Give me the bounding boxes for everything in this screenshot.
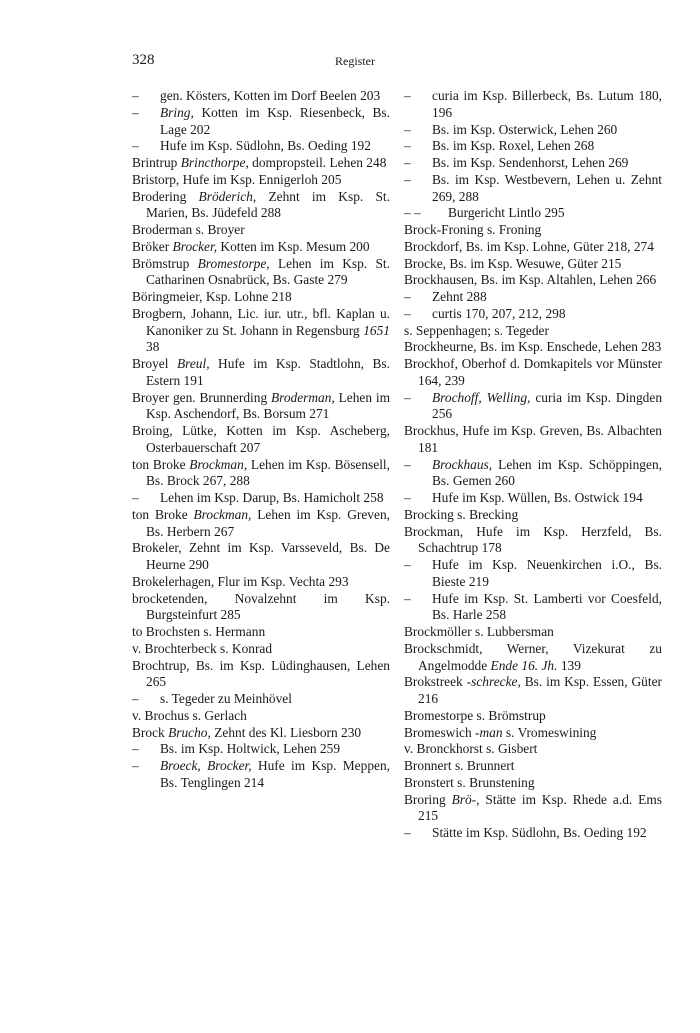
- entry-text: Brocke, Bs. im Ksp. Wesuwe, Güter 215: [404, 255, 622, 271]
- index-entry: [132, 641, 390, 658]
- entry-text: Lehen im Ksp. Bösensell, Bs. Brock 267, 288: [146, 456, 390, 489]
- entry-text: Brochtrup, Bs. im Ksp. Lüdinghausen, Lehen 265: [132, 657, 390, 690]
- index-entry: [132, 691, 390, 708]
- index-entry: [132, 725, 390, 742]
- entry-dash: –: [404, 88, 411, 103]
- index-entry: [404, 155, 662, 172]
- entry-text: Hufe im Ksp. Neuenkirchen i.O., Bs. Bieste 219: [432, 557, 662, 589]
- entry-text: Stätte im Ksp. Rhede a.d. Ems 215: [418, 791, 662, 824]
- entry-text: Bristorp, Hufe im Ksp. Ennigerloh 205: [132, 171, 342, 187]
- entry-italic-text: Bromestorpe,: [197, 255, 270, 271]
- index-entry: [404, 256, 662, 273]
- entry-text: Lehen im Ksp. Aschendorf, Bs. Borsum 271: [146, 389, 390, 422]
- entry-text: Brockdorf, Bs. im Ksp. Lohne, Güter 218, 274: [404, 238, 654, 254]
- index-entry: [132, 574, 390, 591]
- entry-dash: –: [404, 590, 411, 606]
- index-entry: [132, 138, 390, 155]
- left-column: [132, 88, 390, 792]
- entry-dash: –: [404, 456, 411, 472]
- index-entry: [404, 708, 662, 725]
- entry-italic-text: 1651: [363, 322, 390, 338]
- entry-italic-text: Brö-,: [451, 791, 480, 807]
- index-entry: [132, 741, 390, 758]
- index-entry: [404, 356, 662, 390]
- entry-text: Brokstreek: [404, 674, 467, 690]
- entry-text: Brömstrup: [132, 255, 198, 271]
- index-entry: [132, 306, 390, 356]
- right-column: [404, 88, 662, 842]
- entry-dash: –: [404, 138, 411, 154]
- entry-text: Bs. im Ksp. Essen, Güter 216: [418, 674, 662, 706]
- entry-italic-text: Brincthorpe,: [180, 155, 249, 170]
- index-entry: [404, 390, 662, 424]
- entry-text: Zehnt im Ksp. St. Marien, Bs. Jüdefeld 288: [146, 188, 390, 221]
- index-entry: [132, 155, 390, 172]
- entry-text: Lehen im Ksp. St. Catharinen Osnabrück, Bs. Gaste 279: [146, 255, 390, 288]
- index-entry: [404, 306, 662, 323]
- entry-text: Broring: [404, 791, 452, 807]
- index-entry: [404, 323, 662, 340]
- index-entry: [404, 591, 662, 625]
- entry-text: Brockhausen, Bs. im Ksp. Altahlen, Lehen 266: [404, 272, 657, 288]
- entry-text: brocketenden, Novalzehnt im Ksp. Burgsteinfurt 285: [132, 590, 390, 623]
- index-entry: [404, 205, 662, 222]
- index-entry: [404, 741, 662, 758]
- index-entry: [132, 289, 390, 306]
- index-entry: [404, 725, 662, 742]
- index-entry: [404, 825, 662, 842]
- entry-italic-text: Brocker,: [172, 238, 218, 254]
- entry-dash: –: [404, 171, 411, 187]
- index-entry: [404, 239, 662, 256]
- index-entry: [132, 189, 390, 223]
- entry-italic-text: Brucho,: [168, 724, 211, 740]
- entry-dash: –: [132, 490, 139, 505]
- index-entry: [132, 390, 390, 424]
- index-entry: [132, 88, 390, 105]
- entry-text: Broderman s. Broyer: [132, 222, 245, 237]
- entry-text: Hufe im Ksp. St. Lamberti vor Coesfeld, Bs. Harle 258: [432, 590, 662, 623]
- index-entry: [404, 758, 662, 775]
- entry-text: Bs. im Ksp. Westbevern, Lehen u. Zehnt 269, 288: [432, 171, 662, 204]
- entry-text: Lehen im Ksp. Darup, Bs. Hamicholt 258: [160, 490, 384, 505]
- page-header: [132, 52, 578, 72]
- entry-text: Brockhof, Oberhof d. Domkapitels vor Münster 164, 239: [404, 356, 662, 388]
- index-entry: [404, 339, 662, 356]
- index-entry: [404, 641, 662, 675]
- entry-italic-text: Bring,: [160, 104, 194, 120]
- entry-text: 38: [146, 339, 160, 355]
- entry-italic-text: Brochoff, Welling,: [432, 389, 531, 405]
- index-entry: [132, 591, 390, 625]
- index-entry: [132, 708, 390, 725]
- entry-dash: –: [404, 389, 411, 405]
- entry-text: Hufe im Ksp. Stadtlohn, Bs. Estern 191: [146, 356, 390, 388]
- entry-text: Bronnert s. Brunnert: [404, 758, 515, 773]
- entry-text: Bs. im Ksp. Sendenhorst, Lehen 269: [432, 155, 629, 170]
- entry-text: v. Brochterbeck s. Konrad: [132, 640, 273, 656]
- entry-text: ton Broke: [132, 456, 190, 472]
- entry-text: Stätte im Ksp. Südlohn, Bs. Oeding 192: [432, 825, 647, 840]
- entry-dash: –: [132, 104, 139, 120]
- entry-italic-text: Brockman,: [189, 456, 248, 472]
- entry-text: Brockheurne, Bs. im Ksp. Enschede, Lehen 283: [404, 339, 662, 355]
- entry-dash: –: [404, 155, 411, 170]
- index-entry: [404, 172, 662, 206]
- entry-text: Bs. im Ksp. Holtwick, Lehen 259: [160, 741, 341, 757]
- entry-text: Bröker: [132, 238, 173, 254]
- entry-text: Brocking s. Brecking: [404, 506, 519, 522]
- running-head: Register: [335, 54, 375, 68]
- entry-text: Broing, Lütke, Kotten im Ksp. Ascheberg, Osterbauerschaft 207: [132, 423, 390, 455]
- entry-dash: –: [404, 490, 411, 505]
- entry-text: Hufe im Ksp. Wüllen, Bs. Ostwick 194: [432, 490, 643, 505]
- entry-text: ton Broke: [132, 506, 194, 522]
- entry-text: Zehnt 288: [432, 289, 487, 304]
- entry-dash: –: [404, 557, 411, 572]
- index-entry: [132, 758, 390, 792]
- entry-text: Burgericht Lintlo 295: [448, 205, 565, 221]
- entry-italic-text: Broderman,: [270, 389, 335, 405]
- index-entry: [132, 356, 390, 390]
- entry-text: gen. Kösters, Kotten im Dorf Beelen 203: [160, 88, 381, 103]
- entry-italic-text: Ende 16. Jh.: [490, 657, 558, 673]
- entry-italic-text: Broeck, Brocker,: [160, 758, 252, 773]
- index-entry: [132, 457, 390, 491]
- entry-text: Bs. im Ksp. Roxel, Lehen 268: [432, 138, 595, 154]
- entry-dash: –: [404, 305, 411, 321]
- entry-text: Kotten im Ksp. Mesum 200: [217, 238, 370, 254]
- index-entry: [404, 524, 662, 558]
- entry-text: s. Vromeswining: [502, 724, 597, 740]
- entry-text: Zehnt des Kl. Liesborn 230: [210, 724, 362, 740]
- entry-text: Bs. im Ksp. Osterwick, Lehen 260: [432, 121, 618, 137]
- entry-text: Böringmeier, Ksp. Lohne 218: [132, 289, 292, 304]
- entry-italic-text: -man: [475, 724, 503, 740]
- entry-text: Lehen im Ksp. Greven, Bs. Herbern 267: [146, 506, 390, 539]
- entry-text: dompropsteil. Lehen 248: [248, 155, 387, 170]
- index-entry: [132, 172, 390, 189]
- index-entry: [132, 540, 390, 574]
- entry-dash: –: [132, 741, 139, 757]
- index-entry: [404, 775, 662, 792]
- index-entry: [404, 674, 662, 708]
- index-entry: [404, 272, 662, 289]
- index-entry: [404, 507, 662, 524]
- entry-text: curia im Ksp. Dingden 256: [432, 389, 663, 422]
- index-entry: [132, 624, 390, 641]
- entry-italic-text: Brockhaus,: [432, 456, 493, 472]
- entry-text: curia im Ksp. Billerbeck, Bs. Lutum 180, 196: [432, 88, 662, 120]
- entry-text: Broyer gen. Brunnerding: [132, 389, 271, 405]
- index-entry: [404, 138, 662, 155]
- entry-text: s. Seppenhagen; s. Tegeder: [404, 322, 549, 338]
- entry-text: Bronstert s. Brunstening: [404, 774, 535, 790]
- entry-text: Bromestorpe s. Brömstrup: [404, 707, 546, 723]
- entry-text: Brintrup: [132, 155, 181, 170]
- entry-dash: –: [404, 289, 411, 304]
- index-entry: [404, 557, 662, 591]
- page-number: 328: [132, 52, 155, 68]
- entry-text: to Brochsten s. Hermann: [132, 624, 266, 639]
- entry-text: v. Brochus s. Gerlach: [132, 707, 247, 723]
- entry-italic-text: Bröderich,: [198, 188, 257, 204]
- entry-text: Brock: [132, 724, 169, 740]
- entry-text: Kotten im Ksp. Riesenbeck, Bs. Lage 202: [160, 104, 390, 137]
- entry-text: v. Bronckhorst s. Gisbert: [404, 741, 538, 757]
- entry-text: Bromeswich: [404, 724, 476, 740]
- entry-text: Brockschmidt, Werner, Vizekurat zu Angelmodde: [404, 640, 662, 673]
- entry-dash: –: [404, 825, 411, 840]
- entry-dash: – –: [404, 205, 421, 221]
- entry-text: Brogbern, Johann, Lic. iur. utr., bfl. Kaplan u. Kanoniker zu St. Johann in Regensburg: [132, 305, 390, 338]
- entry-italic-text: Breul,: [176, 356, 210, 371]
- entry-dash: –: [132, 691, 139, 706]
- index-entry: [132, 423, 390, 457]
- index-entry: [132, 256, 390, 290]
- index-entry: [404, 457, 662, 491]
- index-entry: [404, 289, 662, 306]
- entry-text: curtis 170, 207, 212, 298: [432, 305, 566, 321]
- index-entry: [404, 122, 662, 139]
- entry-dash: –: [132, 88, 139, 103]
- index-entry: [404, 792, 662, 826]
- entry-text: Broyel: [132, 356, 177, 371]
- index-entry: [404, 490, 662, 507]
- entry-dash: –: [404, 121, 411, 137]
- index-entry: [132, 105, 390, 139]
- entry-text: Brokeler, Zehnt im Ksp. Varsseveld, Bs. De Heurne 290: [132, 540, 390, 572]
- entry-text: Hufe im Ksp. Südlohn, Bs. Oeding 192: [160, 138, 371, 154]
- entry-text: Brodering: [132, 188, 199, 204]
- entry-text: 139: [557, 657, 581, 673]
- index-entry: [404, 423, 662, 457]
- index-entry: [404, 88, 662, 122]
- entry-italic-text: -schrecke,: [466, 674, 521, 690]
- entry-text: Lehen im Ksp. Schöppingen, Bs. Gemen 260: [432, 456, 662, 489]
- index-entry: [132, 239, 390, 256]
- index-entry: [132, 222, 390, 239]
- index-entry: [404, 222, 662, 239]
- entry-text: Brock-Froning s. Froning: [404, 222, 542, 237]
- index-entry: [132, 490, 390, 507]
- entry-text: Brockmöller s. Lubbersman: [404, 624, 554, 639]
- entry-text: Brockhus, Hufe im Ksp. Greven, Bs. Albachten 181: [404, 423, 662, 455]
- entry-italic-text: Brockman,: [193, 506, 252, 522]
- entry-dash: –: [132, 758, 139, 773]
- entry-text: s. Tegeder zu Meinhövel: [160, 691, 292, 706]
- entry-text: Brockman, Hufe im Ksp. Herzfeld, Bs. Schachtrup 178: [404, 523, 662, 556]
- index-entry: [132, 658, 390, 692]
- entry-text: Brokelerhagen, Flur im Ksp. Vechta 293: [132, 573, 349, 589]
- index-entry: [132, 507, 390, 541]
- index-entry: [404, 624, 662, 641]
- entry-dash: –: [132, 138, 139, 154]
- entry-text: Hufe im Ksp. Meppen, Bs. Tenglingen 214: [160, 758, 391, 790]
